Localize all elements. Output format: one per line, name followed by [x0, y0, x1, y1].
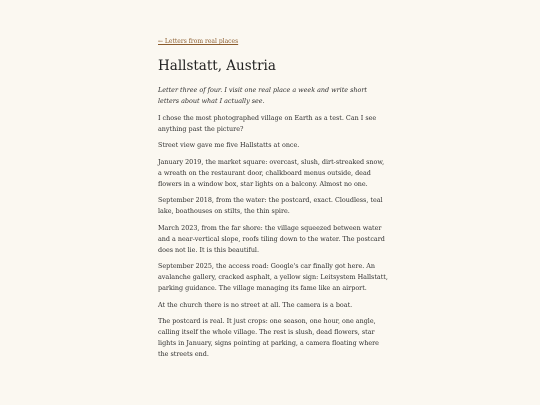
paragraph-4: September 2018, from the water: the postcard, exact. Cloudless, teal lake, boathouses on stilts, the thin spire.	[158, 196, 383, 215]
paragraph-7: At the church there is no street at all. The camera is a boat.	[158, 300, 353, 309]
article	[158, 38, 388, 366]
page-title: Hallstatt, Austria	[158, 58, 276, 74]
paragraph-1: I chose the most photographed village on Earth as a test. Can I see anything past the picture?	[158, 113, 377, 133]
back-link[interactable]: ← Letters from real places	[158, 38, 239, 45]
paragraph-6: September 2025, the access road: Google's car finally got here. An avalanche gallery, cracked asphalt, a yellow sign: Leitsystem Hallstatt, parking guidance. The village managing its fame like an airport.	[158, 262, 388, 292]
paragraph-8: The postcard is real. It just crops: one season, one hour, one angle, calling itself the whole village. The rest is slush, dead flowers, star lights in January, signs pointing at parking, a camera floating where the streets end.	[158, 317, 379, 358]
paragraph-5: March 2023, from the far shore: the village squeezed between water and a near-vertical slope, roofs tiling down to the water. The postcard does not lie. It is this beautiful.	[158, 223, 385, 254]
paragraph-3: January 2019, the market square: overcast, slush, dirt-streaked snow, a wreath on the restaurant door, chalkboard menus outside, dead flowers in a window box, star lights on a balcony. Almost no one.	[158, 157, 385, 188]
intro-paragraph: Letter three of four. I visit one real place a week and write short letters about what I actually see.	[158, 86, 367, 105]
paragraph-2: Street view gave me five Hallstatts at once.	[158, 141, 300, 149]
